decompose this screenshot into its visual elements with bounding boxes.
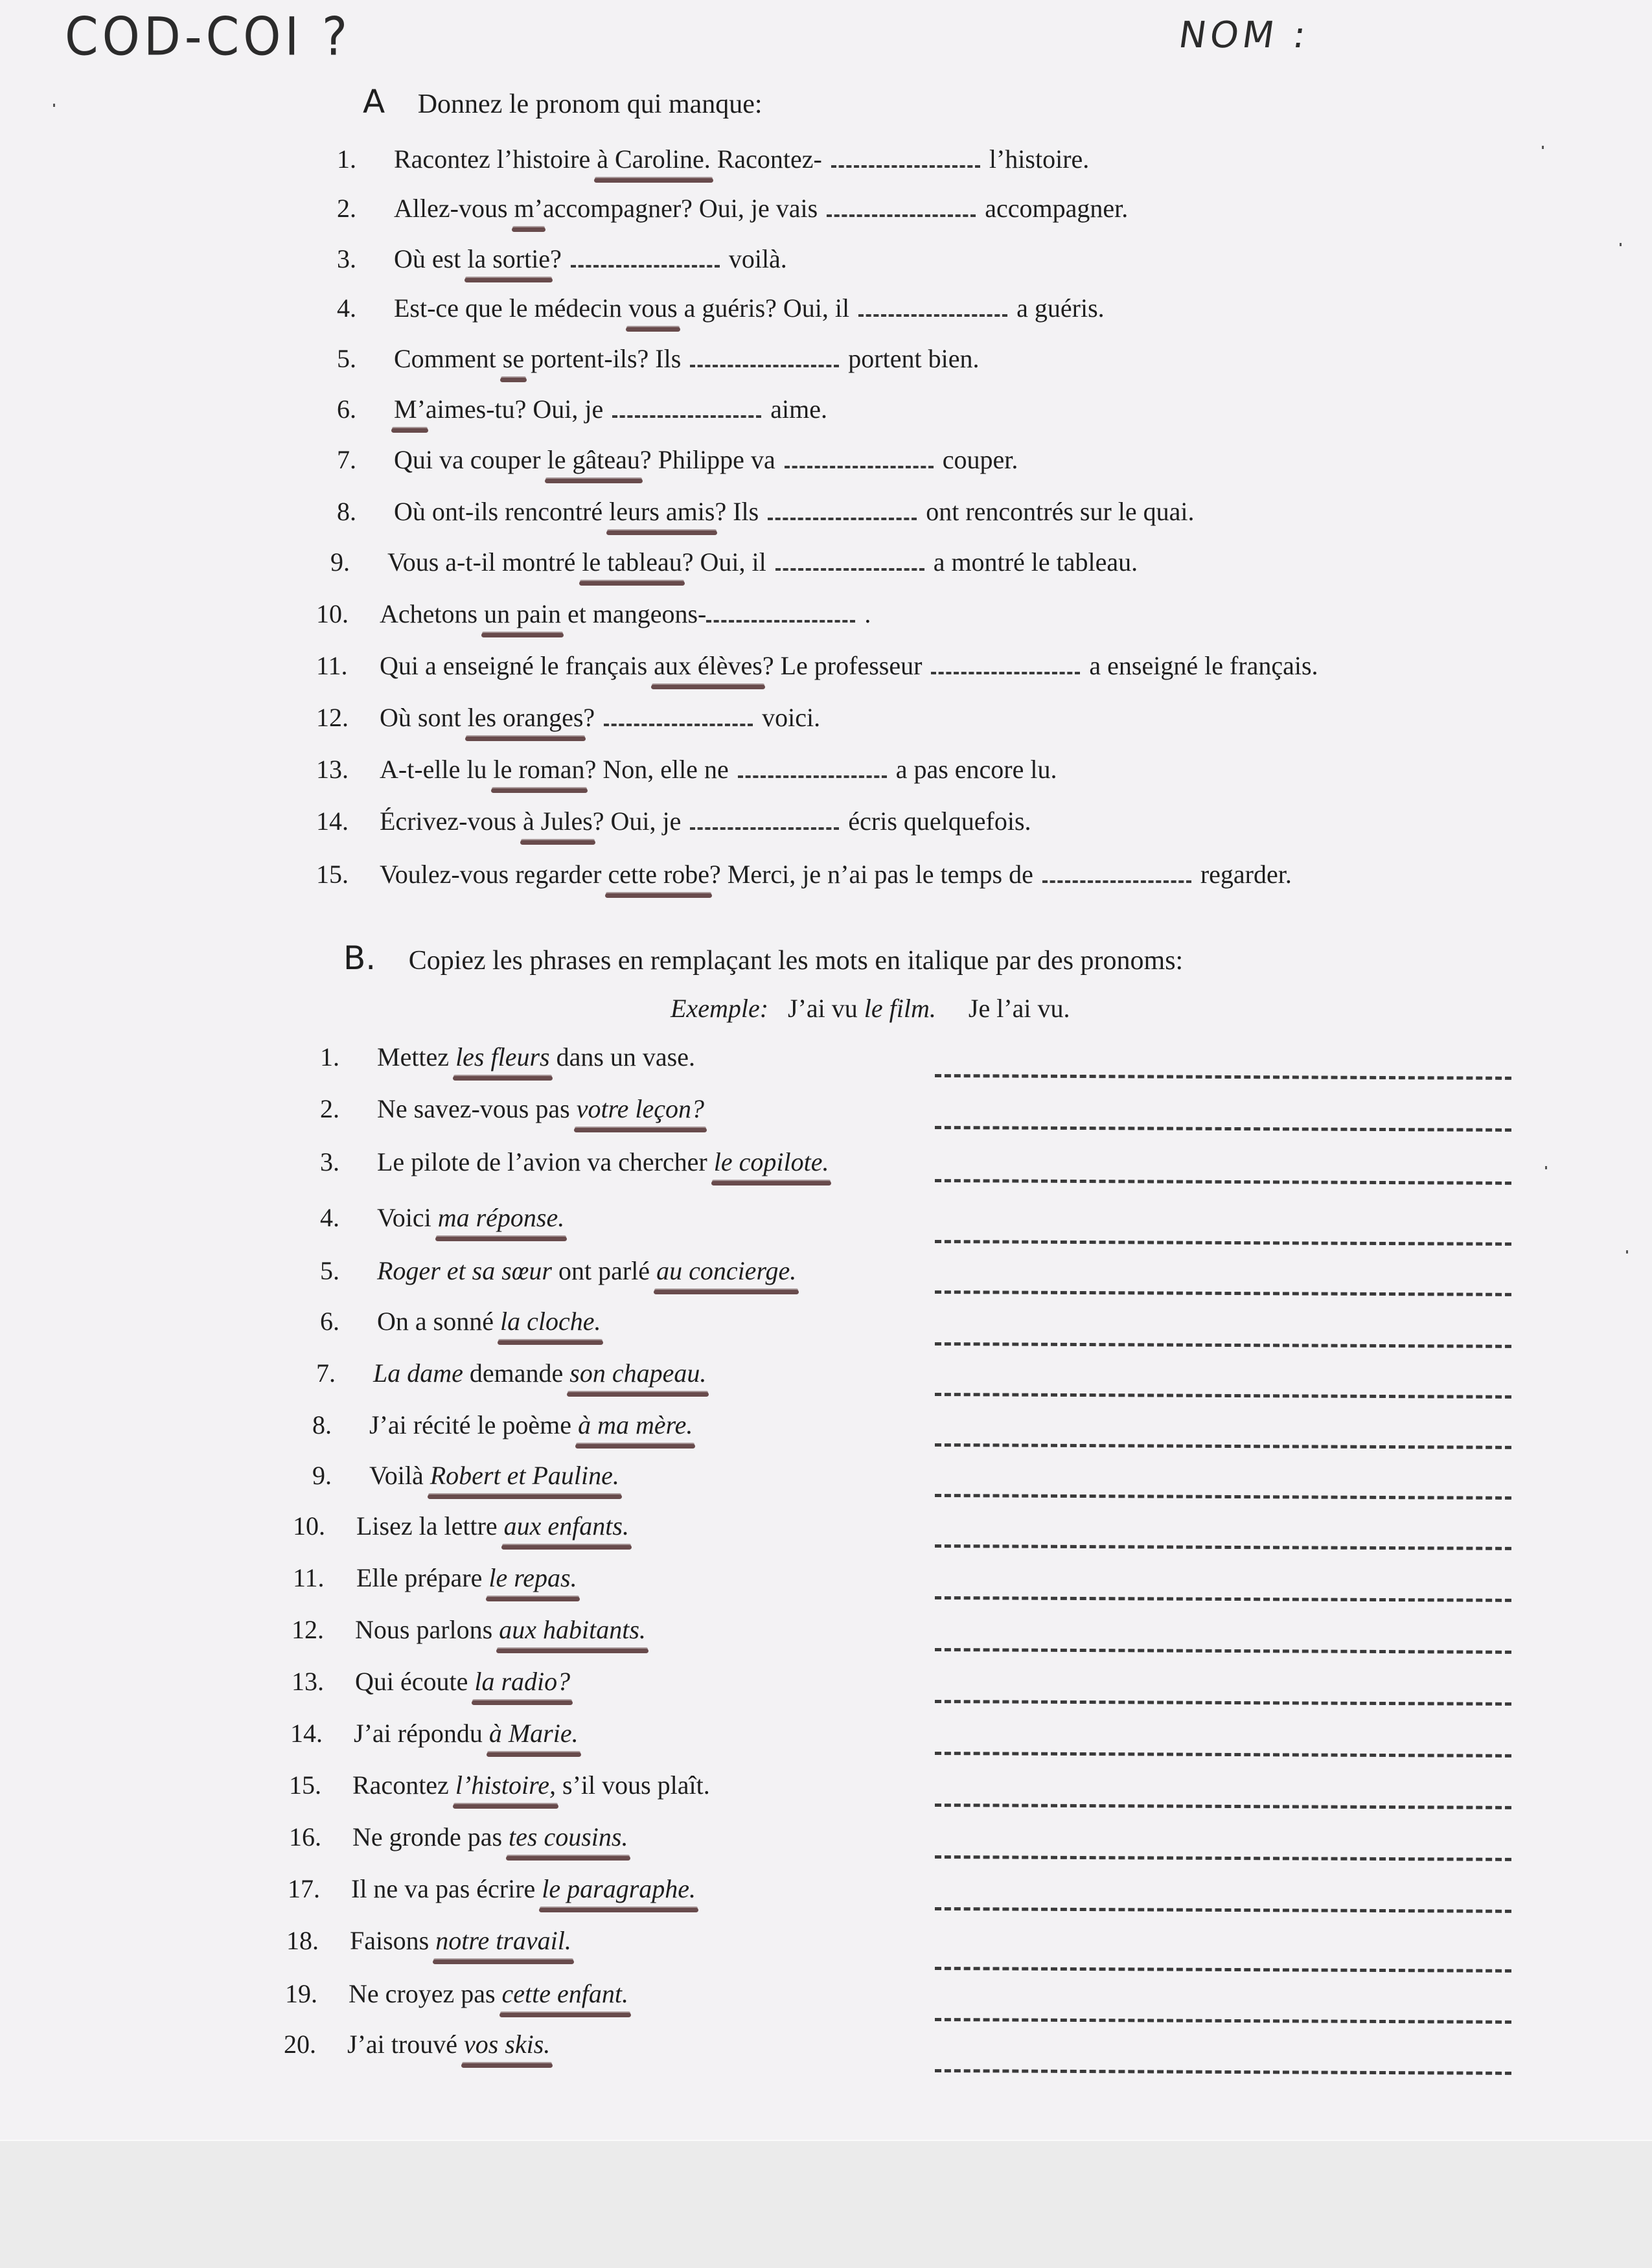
exercise-b-item: 15. Racontez l’histoire, s’il vous plaît. — [289, 1770, 710, 1800]
exercise-b-item: 6. On a sonné la cloche. — [320, 1307, 601, 1336]
exercise-b-item: 5. Roger et sa sœur ont parlé au concierge. — [320, 1256, 797, 1285]
underlined-complement: le gâteau — [547, 445, 640, 474]
underlined-complement: le tableau — [582, 547, 682, 577]
pronoun-blank[interactable] — [706, 617, 855, 623]
section-a-heading — [363, 83, 763, 120]
section-a-instruction: Donnez le pronom qui manque: — [417, 89, 763, 119]
exercise-b-item: 19. Ne croyez pas cette enfant. — [285, 1979, 629, 2008]
exercise-a-item: 14. Écrivez-vous à Jules? Oui, je écris quelquefois. — [316, 807, 1031, 836]
underlined-complement: aux élèves — [654, 651, 763, 680]
exercise-b-item: 2. Ne savez-vous pas votre leçon? — [320, 1094, 705, 1123]
underlined-complement: à Caroline. — [597, 144, 711, 174]
underlined-complement: vous — [628, 293, 678, 323]
exercise-a-item: 12. Où sont les oranges? voici. — [316, 703, 821, 732]
exercise-a-item: 13. A-t-elle lu le roman? Non, elle ne a pas encore lu. — [316, 755, 1057, 784]
exercise-a-item: 5. Comment se portent-ils? Ils portent bien. — [337, 344, 980, 373]
exercise-a-item: 9. Vous a-t-il montré le tableau? Oui, il a montré le tableau. — [330, 547, 1138, 577]
pronoun-blank[interactable] — [690, 825, 839, 830]
example-answer: Je l’ai vu. — [968, 994, 1070, 1023]
pronoun-blank[interactable] — [612, 413, 761, 418]
exercise-a-item: 1. Racontez l’histoire à Caroline. Racontez- l’histoire. — [337, 144, 1090, 174]
pronoun-blank[interactable] — [785, 463, 934, 468]
scan-speck — [1626, 1250, 1628, 1254]
scan-speck — [1542, 146, 1544, 149]
underlined-complement: le roman — [493, 755, 585, 784]
handwritten-title: COD-COI ? — [65, 6, 352, 68]
underlined-complement: leurs amis — [609, 497, 715, 526]
exercise-b-item: 11. Elle prépare le repas. — [293, 1563, 577, 1592]
pronoun-blank[interactable] — [1042, 878, 1191, 883]
scan-speck — [1620, 243, 1622, 246]
exercise-b-item: 7. La dame demande son chapeau. — [316, 1358, 707, 1388]
section-b-heading — [343, 939, 1183, 977]
section-b-instruction: Copiez les phrases en remplaçant les mots en italique par des pronoms: — [408, 946, 1184, 976]
underlined-complement: m’ — [514, 194, 543, 223]
pronoun-blank[interactable] — [831, 163, 980, 168]
exercise-b-item: 8. J’ai récité le poème à ma mère. — [312, 1410, 693, 1439]
pronoun-blank[interactable] — [931, 669, 1080, 674]
exercise-b-item: 10. Lisez la lettre aux enfants. — [293, 1511, 629, 1541]
exercise-a-item: 15. Voulez-vous regarder cette robe? Merci, je n’ai pas le temps de regarder. — [316, 860, 1292, 889]
pronoun-blank[interactable] — [571, 262, 720, 268]
exercise-b-item: 12. Nous parlons aux habitants. — [292, 1615, 646, 1644]
underlined-complement: se — [502, 344, 525, 373]
section-b-letter: B. — [343, 939, 376, 977]
pronoun-blank[interactable] — [768, 515, 917, 520]
pronoun-blank[interactable] — [738, 773, 887, 778]
scan-speck — [1545, 1166, 1547, 1169]
example-line: Exemple: J’ai vu le film. Je l’ai vu. — [671, 994, 1070, 1023]
exercise-b-item: 13. Qui écoute la radio? — [292, 1667, 571, 1696]
exercise-b-item: 14. J’ai répondu à Marie. — [290, 1719, 579, 1748]
exercise-a-item: 3. Où est la sortie? voilà. — [337, 244, 787, 273]
scan-speck — [53, 104, 55, 107]
underlined-complement: les oranges — [467, 703, 584, 732]
exercise-a-item: 10. Achetons un pain et mangeons- . — [316, 599, 871, 628]
pronoun-blank[interactable] — [775, 566, 924, 571]
underlined-complement: cette robe — [608, 860, 710, 889]
underlined-complement: à Jules — [523, 807, 593, 836]
pronoun-blank[interactable] — [827, 212, 976, 217]
exercise-b-item: 17. Il ne va pas écrire le paragraphe. — [288, 1874, 696, 1903]
exercise-a-item: 2. Allez-vous m’accompagner? Oui, je vais accompagner. — [337, 194, 1129, 223]
pronoun-blank[interactable] — [690, 362, 839, 367]
example-label: Exemple: — [671, 994, 769, 1023]
pronoun-blank[interactable] — [604, 721, 753, 726]
underlined-complement: un pain — [484, 599, 561, 628]
exercise-a-item: 6. M’aimes-tu? Oui, je aime. — [337, 395, 827, 424]
name-label: NOM : — [1176, 14, 1313, 56]
exercise-b-item: 20. J’ai trouvé vos skis. — [284, 2030, 551, 2059]
pronoun-blank[interactable] — [858, 312, 1007, 317]
exercise-b-item: 1. Mettez les fleurs dans un vase. — [320, 1042, 696, 1071]
exercise-b-item: 4. Voici ma réponse. — [320, 1203, 565, 1232]
exercise-a-item: 8. Où ont-ils rencontré leurs amis? Ils ont rencontrés sur le quai. — [337, 497, 1195, 526]
exercise-a-item: 11. Qui a enseigné le français aux élèves? Le professeur a enseigné le français. — [316, 651, 1318, 680]
exercise-b-item: 18. Faisons notre travail. — [286, 1926, 571, 1955]
exercise-b-item: 16. Ne gronde pas tes cousins. — [289, 1822, 628, 1851]
section-a-letter: A — [363, 83, 385, 120]
underlined-complement: M’ — [394, 395, 426, 424]
underlined-complement: la sortie — [467, 244, 551, 273]
exercise-b-item: 9. Voilà Robert et Pauline. — [312, 1461, 619, 1490]
scanner-background — [0, 2141, 1652, 2268]
exercise-b-item: 3. Le pilote de l’avion va chercher le copilote. — [320, 1147, 829, 1176]
exercise-a-item: 7. Qui va couper le gâteau? Philippe va couper. — [337, 445, 1018, 474]
exercise-a-item: 4. Est-ce que le médecin vous a guéris? Oui, il a guéris. — [337, 293, 1105, 323]
